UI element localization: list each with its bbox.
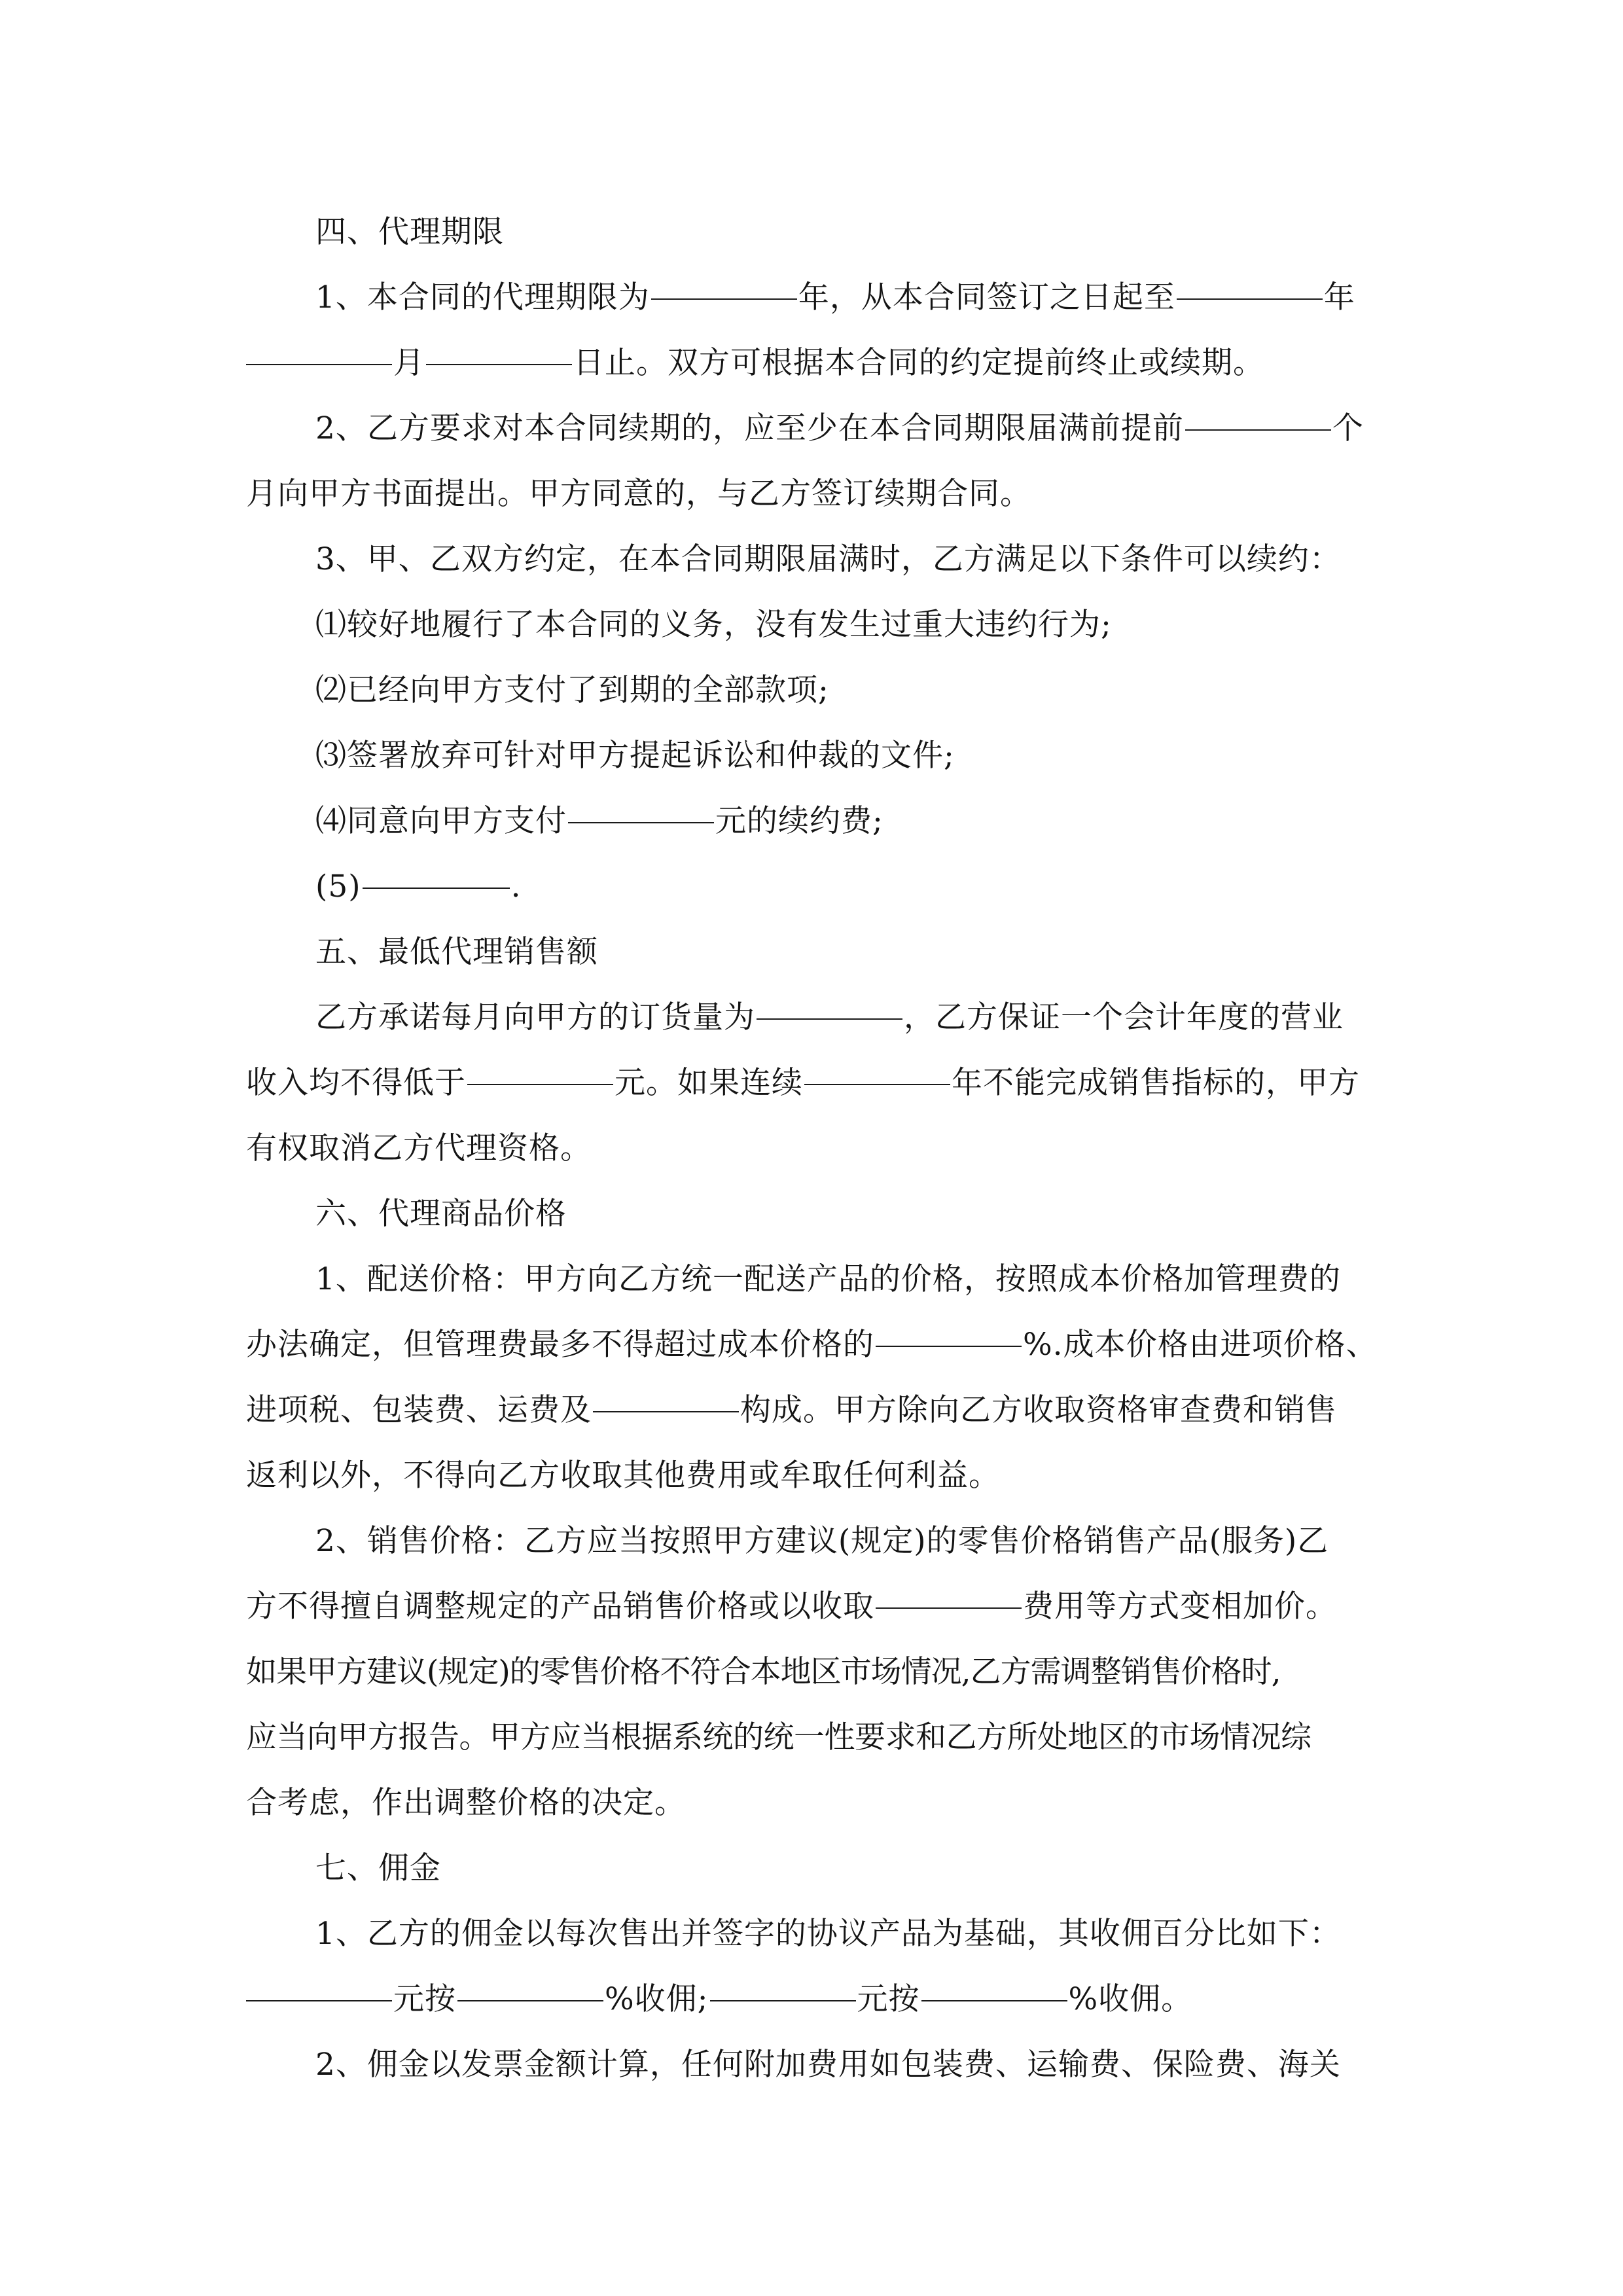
clause-text: 年不能完成销售指标的，甲方 bbox=[952, 1065, 1360, 1101]
clause-text: 收入均不得低于 bbox=[246, 1065, 466, 1101]
min-sales-line-3 bbox=[246, 1116, 1382, 1181]
fill-blank[interactable] bbox=[457, 1999, 603, 2001]
fill-blank[interactable] bbox=[568, 821, 714, 823]
clause-text: %收佣。 bbox=[1068, 1981, 1193, 2017]
item-text: ⑴较好地履行了本合同的义务，没有发生过重大违约行为; bbox=[315, 607, 1112, 643]
clause-text: 进项税、包装费、运费及 bbox=[246, 1392, 592, 1428]
condition-item-1 bbox=[246, 592, 1382, 658]
clause-7-1 bbox=[246, 1901, 1382, 1967]
clause-text: 合考虑，作出调整价格的决定。 bbox=[246, 1785, 686, 1821]
section-heading-min-sales bbox=[246, 920, 1382, 985]
clause-text: 元按 bbox=[857, 1981, 920, 2017]
section-heading-price bbox=[246, 1181, 1382, 1247]
fill-blank[interactable] bbox=[651, 297, 797, 300]
condition-item-4 bbox=[246, 789, 1382, 854]
clause-text: 有权取消乙方代理资格。 bbox=[246, 1130, 592, 1166]
clause-text: 应当向甲方报告。甲方应当根据系统的统一性要求和乙方所处地区的市场情况综 bbox=[246, 1719, 1311, 1755]
contract-body bbox=[246, 200, 1382, 2098]
item-text: (5) bbox=[315, 869, 361, 905]
clause-text: 费用等方式变相加价。 bbox=[1023, 1588, 1337, 1624]
clause-6-1-line-3 bbox=[246, 1378, 1382, 1443]
min-sales-line-2 bbox=[246, 1050, 1382, 1116]
heading-text: 七、佣金 bbox=[315, 1850, 441, 1886]
item-text: ⑵已经向甲方支付了到期的全部款项; bbox=[315, 672, 829, 708]
clause-text: 办法确定，但管理费最多不得超过成本价格的 bbox=[246, 1327, 874, 1363]
heading-text: 五、最低代理销售额 bbox=[315, 934, 598, 970]
clause-text: 1、乙方的佣金以每次售出并签字的协议产品为基础，其收佣百分比如下： bbox=[315, 1916, 1341, 1952]
clause-text: 个 bbox=[1332, 410, 1364, 446]
clause-text: 2、乙方要求对本合同续期的，应至少在本合同期限届满前提前 bbox=[315, 410, 1184, 446]
clause-text: 日止。双方可根据本合同的约定提前终止或续期。 bbox=[573, 345, 1264, 381]
fill-blank[interactable] bbox=[426, 363, 572, 365]
clause-text: 元按 bbox=[393, 1981, 456, 2017]
fill-blank[interactable] bbox=[710, 1999, 856, 2001]
clause-text: 构成。甲方除向乙方收取资格审查费和销售 bbox=[740, 1392, 1337, 1428]
fill-blank[interactable] bbox=[1185, 428, 1331, 431]
clause-4-2-line-1 bbox=[246, 396, 1382, 461]
min-sales-line-1 bbox=[246, 985, 1382, 1050]
item-text: 元的续约费; bbox=[715, 803, 883, 839]
clause-6-2-line-5 bbox=[246, 1770, 1382, 1836]
item-text: . bbox=[510, 869, 522, 905]
fill-blank[interactable] bbox=[804, 1083, 950, 1085]
fill-blank[interactable] bbox=[921, 1999, 1067, 2001]
condition-item-5 bbox=[246, 854, 1382, 920]
clause-4-3 bbox=[246, 527, 1382, 592]
clause-text: 年 bbox=[1323, 279, 1355, 315]
clause-text: %收佣; bbox=[605, 1981, 709, 2017]
clause-text: 2、销售价格：乙方应当按照甲方建议(规定)的零售价格销售产品(服务)乙 bbox=[315, 1523, 1329, 1559]
fill-blank[interactable] bbox=[757, 1017, 902, 1020]
clause-text: 年，从本合同签订之日起至 bbox=[798, 279, 1175, 315]
clause-text: 1、配送价格：甲方向乙方统一配送产品的价格，按照成本价格加管理费的 bbox=[315, 1261, 1341, 1297]
fill-blank[interactable] bbox=[593, 1410, 739, 1412]
heading-text: 六、代理商品价格 bbox=[315, 1196, 567, 1232]
clause-text: 月 bbox=[393, 345, 425, 381]
fill-blank[interactable] bbox=[467, 1083, 613, 1085]
clause-text: 元。如果连续 bbox=[615, 1065, 803, 1101]
clause-6-1-line-2 bbox=[246, 1312, 1382, 1378]
item-text: ⑷同意向甲方支付 bbox=[315, 803, 567, 839]
item-text: ⑶签署放弃可针对甲方提起诉讼和仲裁的文件; bbox=[315, 738, 955, 774]
clause-4-1-line-2 bbox=[246, 331, 1382, 396]
section-heading-commission bbox=[246, 1836, 1382, 1901]
fill-blank[interactable] bbox=[876, 1344, 1022, 1347]
clause-text: 1、本合同的代理期限为 bbox=[315, 279, 650, 315]
clause-4-1-line-1 bbox=[246, 265, 1382, 331]
fill-blank[interactable] bbox=[1177, 297, 1323, 300]
clause-6-2-line-4 bbox=[246, 1705, 1382, 1770]
clause-6-1-line-4 bbox=[246, 1443, 1382, 1509]
clause-text: 月向甲方书面提出。甲方同意的，与乙方签订续期合同。 bbox=[246, 476, 1031, 512]
heading-text: 四、代理期限 bbox=[315, 214, 504, 250]
commission-rate-line bbox=[246, 1967, 1382, 2032]
section-heading-term bbox=[246, 200, 1382, 265]
clause-text: 方不得擅自调整规定的产品销售价格或以收取 bbox=[246, 1588, 874, 1624]
clause-text: 如果甲方建议(规定)的零售价格不符合本地区市场情况,乙方需调整销售价格时, bbox=[246, 1654, 1281, 1690]
condition-item-3 bbox=[246, 723, 1382, 789]
clause-text: 返利以外，不得向乙方收取其他费用或牟取任何利益。 bbox=[246, 1458, 1000, 1494]
clause-text: 2、佣金以发票金额计算，任何附加费用如包装费、运输费、保险费、海关 bbox=[315, 2047, 1341, 2083]
clause-7-2 bbox=[246, 2032, 1382, 2098]
clause-text: 3、甲、乙双方约定，在本合同期限届满时，乙方满足以下条件可以续约： bbox=[315, 541, 1341, 577]
fill-blank[interactable] bbox=[876, 1606, 1022, 1609]
clause-6-2-line-2 bbox=[246, 1574, 1382, 1640]
clause-text: %.成本价格由进项价格、 bbox=[1023, 1327, 1378, 1363]
clause-6-2-line-1 bbox=[246, 1509, 1382, 1574]
fill-blank[interactable] bbox=[246, 1999, 392, 2001]
clause-4-2-line-2 bbox=[246, 461, 1382, 527]
fill-blank[interactable] bbox=[363, 886, 510, 889]
clause-6-1-line-1 bbox=[246, 1247, 1382, 1312]
condition-item-2 bbox=[246, 658, 1382, 723]
fill-blank[interactable] bbox=[246, 363, 392, 365]
clause-6-2-line-3 bbox=[246, 1640, 1382, 1705]
clause-text: 乙方承诺每月向甲方的订货量为 bbox=[315, 999, 755, 1035]
clause-text: ，乙方保证一个会计年度的营业 bbox=[904, 999, 1344, 1035]
